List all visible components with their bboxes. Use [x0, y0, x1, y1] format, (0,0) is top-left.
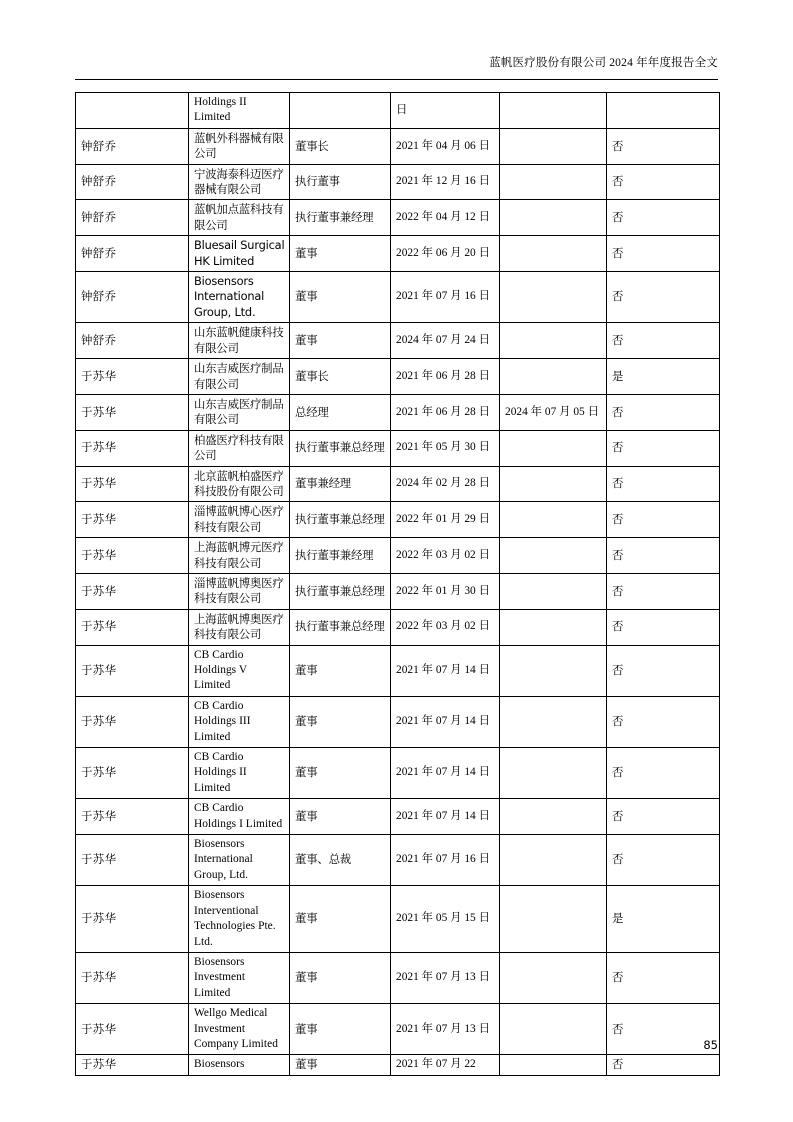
cell-end-date — [500, 128, 607, 164]
cell-start-date: 2022 年 01 月 30 日 — [391, 573, 500, 609]
table-row — [76, 236, 720, 272]
cell-receives-remuneration-flag: 否 — [607, 538, 720, 574]
cell-company-name — [189, 1055, 290, 1075]
cell-position-title: 执行董事兼总经理 — [290, 609, 391, 645]
company-name-line: Holdings V — [194, 664, 248, 676]
cell-end-date — [500, 886, 607, 953]
company-name-line: CB Cardio — [194, 802, 244, 815]
cell-position-title: 董事长 — [290, 359, 391, 395]
cell-position-title: 董事 — [290, 1004, 391, 1055]
cell-start-date: 2021 年 07 月 16 日 — [391, 835, 500, 886]
company-name-line: Limited — [194, 111, 231, 124]
table-body — [76, 93, 720, 1076]
cell-end-date — [500, 799, 607, 835]
cell-position-title: 董事 — [290, 323, 391, 359]
table-row — [76, 128, 720, 164]
cell-start-date: 2021 年 07 月 14 日 — [391, 748, 500, 799]
cell-company-name — [189, 952, 290, 1003]
cell-receives-remuneration-flag: 否 — [607, 200, 720, 236]
cell-receives-remuneration-flag: 是 — [607, 886, 720, 953]
cell-position-title: 总经理 — [290, 394, 391, 430]
cell-receives-remuneration-flag: 否 — [607, 645, 720, 696]
cell-person-name: 于苏华 — [76, 886, 189, 953]
company-name-line: Biosensors — [194, 889, 245, 902]
table-row — [76, 748, 720, 799]
cell-receives-remuneration-flag: 否 — [607, 502, 720, 538]
table-row — [76, 323, 720, 359]
cell-receives-remuneration-flag: 否 — [607, 1055, 720, 1075]
cell-end-date — [500, 236, 607, 272]
cell-end-date — [500, 272, 607, 323]
company-name-line: Biosensors — [194, 1058, 245, 1071]
cell-receives-remuneration-flag: 是 — [607, 359, 720, 395]
cell-start-date: 2022 年 01 月 29 日 — [391, 502, 500, 538]
company-name-line: Holdings III — [194, 715, 251, 728]
cell-company-name: 宁波海泰科迈医疗器械有限公司 — [189, 164, 290, 200]
cell-start-date: 2021 年 04 月 06 日 — [391, 128, 500, 164]
cell-end-date — [500, 430, 607, 466]
cell-start-date: 2021 年 07 月 14 日 — [391, 799, 500, 835]
cell-position-title: 执行董事兼总经理 — [290, 573, 391, 609]
cell-company-name — [189, 645, 290, 696]
cell-start-date: 2024 年 07 月 24 日 — [391, 323, 500, 359]
cell-person-name: 于苏华 — [76, 696, 189, 747]
table-row — [76, 466, 720, 502]
company-name-line: CB Cardio — [194, 648, 244, 661]
company-name-line: Holdings I Limited — [194, 817, 283, 830]
cell-position-title — [290, 93, 391, 129]
cell-receives-remuneration-flag: 否 — [607, 323, 720, 359]
cell-person-name: 钟舒乔 — [76, 323, 189, 359]
table-row — [76, 696, 720, 747]
cell-company-name: Bluesail Surgical HK Limited — [189, 236, 290, 272]
related-party-positions-table-wrapper — [75, 92, 719, 1076]
cell-person-name: 于苏华 — [76, 466, 189, 502]
cell-end-date — [500, 609, 607, 645]
table-row — [76, 835, 720, 886]
cell-end-date — [500, 93, 607, 129]
cell-start-date: 2021 年 06 月 28 日 — [391, 359, 500, 395]
cell-receives-remuneration-flag — [607, 93, 720, 129]
company-name-line: Limited — [194, 986, 231, 999]
table-row — [76, 538, 720, 574]
cell-person-name: 钟舒乔 — [76, 236, 189, 272]
cell-receives-remuneration-flag: 否 — [607, 609, 720, 645]
cell-position-title: 执行董事兼总经理 — [290, 430, 391, 466]
cell-position-title: 执行董事兼经理 — [290, 538, 391, 574]
cell-company-name — [189, 835, 290, 886]
company-name-line: Company Limited — [194, 1037, 278, 1050]
cell-company-name: 蓝帆加点蓝科技有限公司 — [189, 200, 290, 236]
cell-start-date: 2021 年 07 月 14 日 — [391, 645, 500, 696]
table-row — [76, 645, 720, 696]
cell-position-title: 董事、总裁 — [290, 835, 391, 886]
cell-company-name: 上海蓝帆博奥医疗科技有限公司 — [189, 609, 290, 645]
cell-start-date: 2022 年 03 月 02 日 — [391, 538, 500, 574]
cell-receives-remuneration-flag: 否 — [607, 394, 720, 430]
cell-end-date — [500, 466, 607, 502]
header-divider-rule — [75, 79, 718, 80]
cell-company-name: 淄博蓝帆博奥医疗科技有限公司 — [189, 573, 290, 609]
cell-receives-remuneration-flag: 否 — [607, 799, 720, 835]
cell-receives-remuneration-flag: 否 — [607, 236, 720, 272]
cell-company-name: 上海蓝帆博元医疗科技有限公司 — [189, 538, 290, 574]
cell-end-date — [500, 696, 607, 747]
cell-receives-remuneration-flag: 否 — [607, 835, 720, 886]
cell-person-name: 钟舒乔 — [76, 200, 189, 236]
cell-start-date: 2021 年 07 月 16 日 — [391, 272, 500, 323]
cell-end-date — [500, 323, 607, 359]
table-row — [76, 502, 720, 538]
cell-start-date: 2021 年 07 月 13 日 — [391, 952, 500, 1003]
cell-person-name: 于苏华 — [76, 394, 189, 430]
cell-receives-remuneration-flag: 否 — [607, 696, 720, 747]
cell-start-date: 2022 年 04 月 12 日 — [391, 200, 500, 236]
company-name-line: Investment — [194, 1022, 246, 1035]
cell-position-title: 执行董事 — [290, 164, 391, 200]
cell-person-name: 于苏华 — [76, 748, 189, 799]
page-number: 85 — [703, 1038, 718, 1052]
cell-company-name: Biosensors International Group, Ltd. — [189, 272, 290, 323]
company-name-line: Limited — [194, 679, 231, 692]
cell-receives-remuneration-flag: 否 — [607, 164, 720, 200]
table-row — [76, 799, 720, 835]
cell-receives-remuneration-flag: 否 — [607, 128, 720, 164]
cell-position-title: 董事 — [290, 272, 391, 323]
cell-person-name: 于苏华 — [76, 573, 189, 609]
cell-company-name — [189, 696, 290, 747]
cell-end-date — [500, 748, 607, 799]
table-row — [76, 164, 720, 200]
cell-receives-remuneration-flag: 否 — [607, 573, 720, 609]
cell-company-name: 淄博蓝帆博心医疗科技有限公司 — [189, 502, 290, 538]
cell-company-name: 北京蓝帆柏盛医疗科技股份有限公司 — [189, 466, 290, 502]
company-name-line: Wellgo Medical — [194, 1007, 268, 1020]
cell-start-date: 2022 年 06 月 20 日 — [391, 236, 500, 272]
cell-position-title: 董事 — [290, 799, 391, 835]
cell-position-title: 执行董事兼经理 — [290, 200, 391, 236]
cell-receives-remuneration-flag: 否 — [607, 466, 720, 502]
table-row — [76, 609, 720, 645]
company-name-line: Group, Ltd. — [194, 868, 249, 881]
cell-company-name: 山东吉威医疗制品有限公司 — [189, 394, 290, 430]
cell-receives-remuneration-flag: 否 — [607, 748, 720, 799]
cell-position-title: 董事 — [290, 952, 391, 1003]
cell-position-title: 董事 — [290, 236, 391, 272]
table-row — [76, 430, 720, 466]
cell-position-title: 董事兼经理 — [290, 466, 391, 502]
cell-receives-remuneration-flag: 否 — [607, 272, 720, 323]
cell-company-name — [189, 748, 290, 799]
cell-end-date — [500, 200, 607, 236]
cell-end-date — [500, 952, 607, 1003]
company-name-line: Investment — [194, 971, 246, 984]
related-party-positions-table — [75, 92, 720, 1076]
cell-end-date — [500, 502, 607, 538]
cell-end-date — [500, 538, 607, 574]
running-header: 蓝帆医疗股份有限公司 2024 年年度报告全文 — [489, 57, 718, 69]
table-row — [76, 359, 720, 395]
cell-person-name: 于苏华 — [76, 609, 189, 645]
table-row — [76, 573, 720, 609]
cell-end-date — [500, 573, 607, 609]
cell-company-name: 山东蓝帆健康科技有限公司 — [189, 323, 290, 359]
cell-start-date: 日 — [391, 93, 500, 129]
cell-company-name — [189, 799, 290, 835]
cell-person-name: 钟舒乔 — [76, 272, 189, 323]
cell-position-title: 董事 — [290, 696, 391, 747]
cell-start-date: 2021 年 05 月 15 日 — [391, 886, 500, 953]
cell-company-name: 蓝帆外科器械有限公司 — [189, 128, 290, 164]
cell-person-name: 于苏华 — [76, 952, 189, 1003]
company-name-line: International — [194, 853, 253, 866]
company-name-line: Limited — [194, 781, 231, 794]
cell-company-name: 柏盛医疗科技有限公司 — [189, 430, 290, 466]
cell-position-title: 执行董事兼总经理 — [290, 502, 391, 538]
cell-start-date: 2021 年 07 月 14 日 — [391, 696, 500, 747]
cell-person-name: 于苏华 — [76, 645, 189, 696]
cell-company-name — [189, 886, 290, 953]
cell-start-date: 2021 年 05 月 30 日 — [391, 430, 500, 466]
cell-end-date — [500, 164, 607, 200]
company-name-line: CB Cardio — [194, 699, 244, 712]
cell-person-name: 于苏华 — [76, 1055, 189, 1075]
cell-start-date: 2022 年 03 月 02 日 — [391, 609, 500, 645]
cell-position-title: 董事 — [290, 1055, 391, 1075]
table-row — [76, 1055, 720, 1075]
company-name-line: Biosensors — [194, 838, 245, 851]
cell-company-name: 山东吉威医疗制品有限公司 — [189, 359, 290, 395]
cell-receives-remuneration-flag: 否 — [607, 952, 720, 1003]
table-row — [76, 952, 720, 1003]
cell-end-date — [500, 1055, 607, 1075]
company-name-line: Biosensors — [194, 955, 245, 968]
cell-position-title: 董事 — [290, 645, 391, 696]
cell-start-date: 2021 年 06 月 28 日 — [391, 394, 500, 430]
cell-person-name — [76, 93, 189, 129]
cell-start-date: 2021 年 07 月 13 日 — [391, 1004, 500, 1055]
company-name-line: Ltd. — [194, 935, 213, 948]
cell-receives-remuneration-flag: 否 — [607, 430, 720, 466]
company-name-line: Interventional — [194, 904, 259, 917]
cell-person-name: 于苏华 — [76, 359, 189, 395]
table-row — [76, 886, 720, 953]
company-name-line: CB Cardio — [194, 751, 244, 764]
cell-person-name: 钟舒乔 — [76, 164, 189, 200]
cell-person-name: 于苏华 — [76, 538, 189, 574]
cell-position-title: 董事长 — [290, 128, 391, 164]
cell-start-date: 2021 年 07 月 22 — [391, 1055, 500, 1075]
company-name-line: Holdings II — [194, 766, 247, 779]
cell-start-date: 2024 年 02 月 28 日 — [391, 466, 500, 502]
cell-person-name: 钟舒乔 — [76, 128, 189, 164]
cell-start-date: 2021 年 12 月 16 日 — [391, 164, 500, 200]
company-name-line: Technologies Pte. — [194, 920, 276, 933]
cell-person-name: 于苏华 — [76, 835, 189, 886]
cell-person-name: 于苏华 — [76, 502, 189, 538]
cell-position-title: 董事 — [290, 886, 391, 953]
cell-receives-remuneration-flag: 否 — [607, 1004, 720, 1055]
company-name-line: Limited — [194, 730, 231, 743]
cell-end-date — [500, 359, 607, 395]
table-row — [76, 93, 720, 129]
cell-end-date — [500, 645, 607, 696]
cell-person-name: 于苏华 — [76, 799, 189, 835]
cell-person-name: 于苏华 — [76, 1004, 189, 1055]
cell-position-title: 董事 — [290, 748, 391, 799]
cell-company-name — [189, 93, 290, 129]
table-row — [76, 394, 720, 430]
cell-person-name: 于苏华 — [76, 430, 189, 466]
table-row — [76, 200, 720, 236]
table-row — [76, 272, 720, 323]
company-name-line: Holdings II — [194, 96, 247, 108]
cell-end-date: 2024 年 07 月 05 日 — [500, 394, 607, 430]
cell-end-date — [500, 835, 607, 886]
